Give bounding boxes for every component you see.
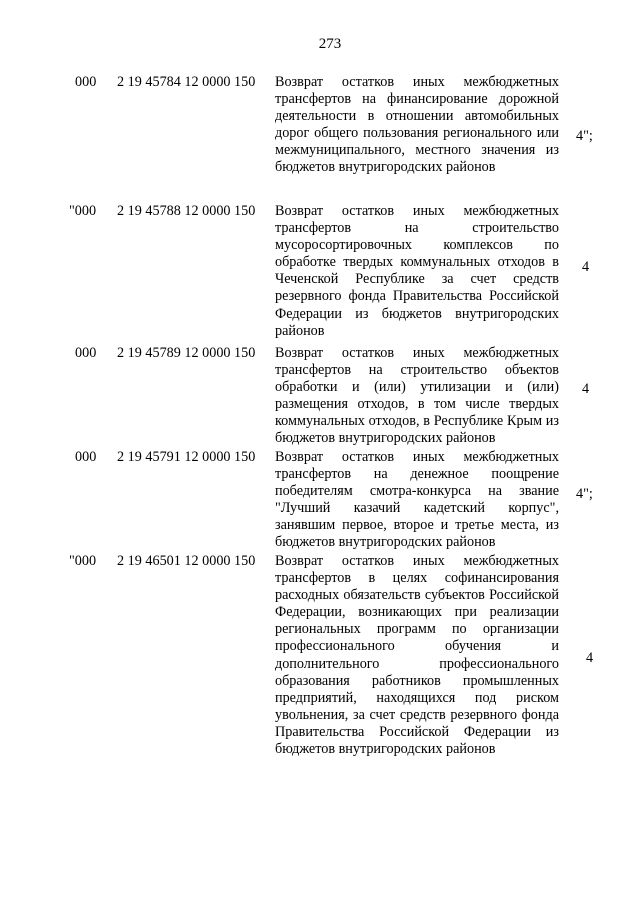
revenue-description: Возврат остатков иных межбюджетных трансфертов на финансирование дорожной деятельности в отношении автомобильных дорог общего пользования регионального или межмуниципального, местного значения из бюджетов внутригородских районов — [275, 74, 559, 176]
revenue-description: Возврат остатков иных межбюджетных трансфертов на строительство мусоросортировочных комплексов по обработке твердых коммунальных отходов в Чеченской Республике за счет средств резервного фонда Правительства Российской Федерации из бюджетов внутригородских районов — [275, 203, 559, 339]
page-number: 273 — [318, 36, 342, 52]
norm-value: 4 — [582, 381, 590, 397]
table-row — [0, 551, 640, 781]
revenue-description: Возврат остатков иных межбюджетных трансфертов в целях софинансирования расходных обязательств субъектов Российской Федерации, возникающих при реализации региональных программ по организации профессионального обучения и дополнительного профессионального образования работников промышленных предприятий, находящихся под риском увольнения, за счет средств резервного фонда Правительства Российской Федерации из бюджетов внутригородских районов — [275, 553, 559, 758]
budget-classification-code: 2 19 45784 12 0000 150 — [117, 74, 256, 90]
table-row — [0, 201, 640, 343]
admin-code: 000 — [75, 449, 97, 465]
table-row — [0, 343, 640, 447]
budget-classification-code: 2 19 45789 12 0000 150 — [117, 345, 256, 361]
revenue-description: Возврат остатков иных межбюджетных трансфертов на денежное поощрение победителям смотра-конкурса на звание "Лучший казачий кадетский корпус", занявшим первое, второе и третье места, из бюджетов внутригородских районов — [275, 449, 559, 551]
admin-code: 000 — [75, 74, 97, 90]
revenue-description: Возврат остатков иных межбюджетных трансфертов на строительство объектов обработки и (или) утилизации и (или) размещения отходов, в том числе твердых коммунальных отходов, в Республике Крым из бюджетов внутригородских районов — [275, 345, 559, 447]
budget-classification-code: 2 19 45788 12 0000 150 — [117, 203, 256, 219]
norm-value: 4 — [586, 650, 594, 666]
budget-classification-code: 2 19 45791 12 0000 150 — [117, 449, 256, 465]
norm-value: 4"; — [576, 486, 593, 502]
budget-classification-code: 2 19 46501 12 0000 150 — [117, 553, 256, 569]
admin-code: "000 — [69, 553, 97, 569]
budget-code-table — [0, 72, 640, 781]
table-row — [0, 72, 640, 201]
admin-code: "000 — [69, 203, 97, 219]
table-row — [0, 447, 640, 551]
norm-value: 4"; — [576, 128, 593, 144]
admin-code: 000 — [75, 345, 97, 361]
norm-value: 4 — [582, 259, 590, 275]
